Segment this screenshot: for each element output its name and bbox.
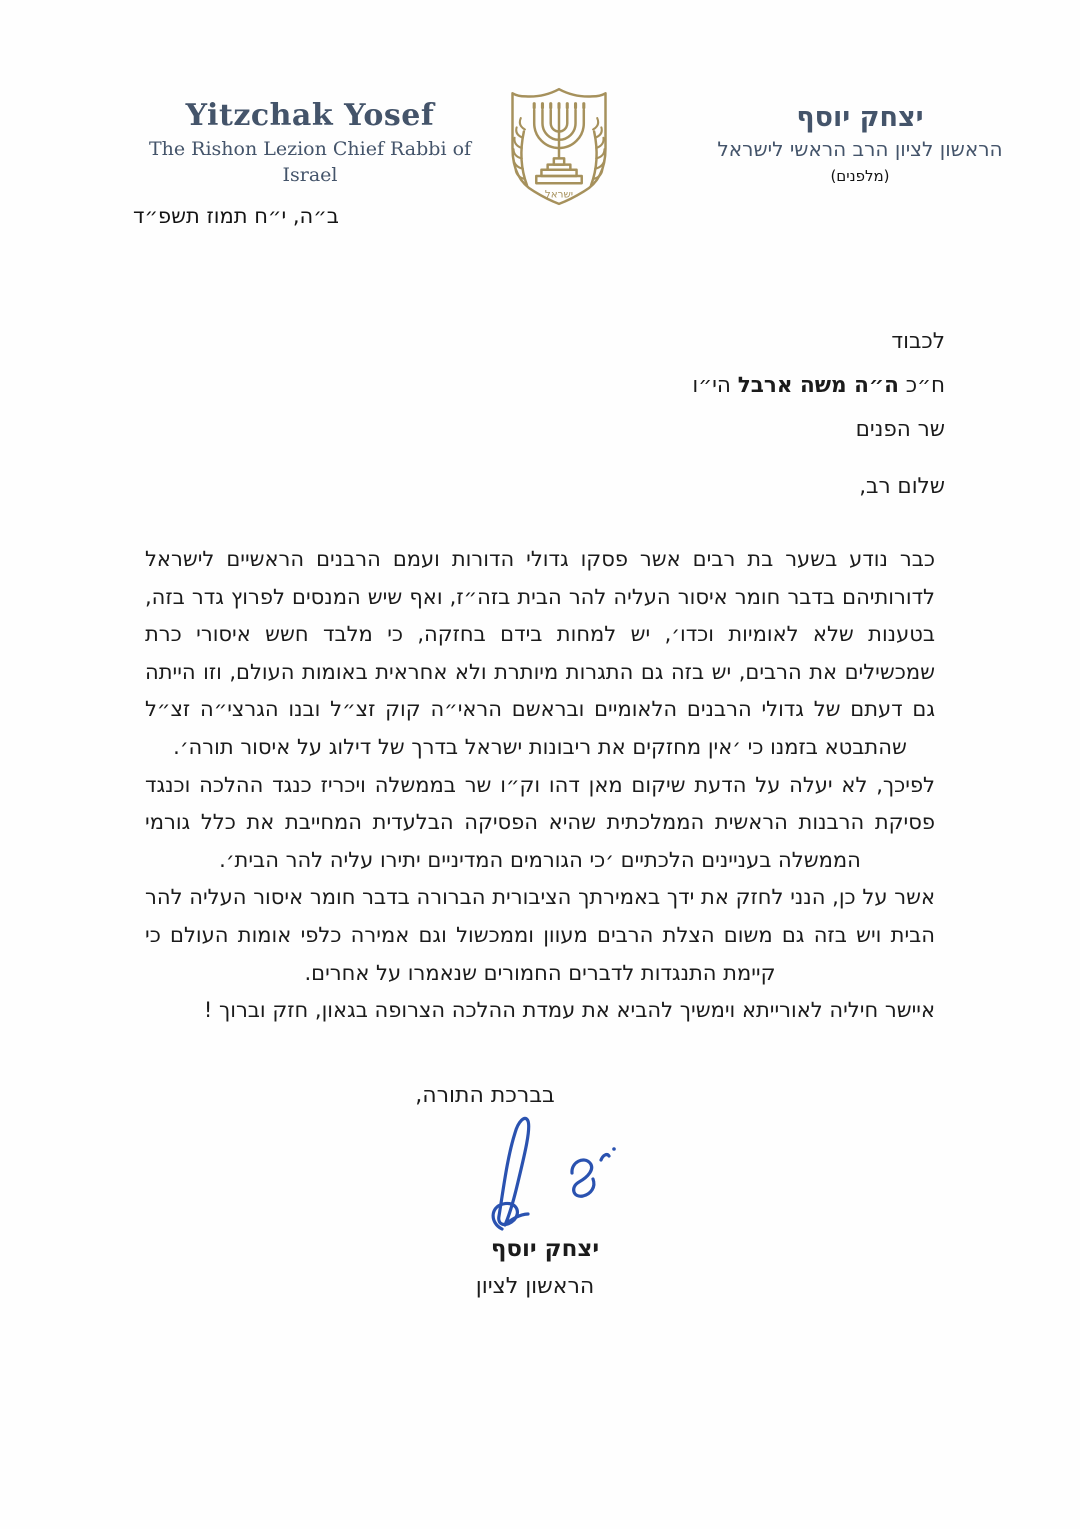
body-paragraph-4: איישר חיליה לאורייתא וימשיך להביא את עמדת ההלכה הצרופה בגאון, חזק וברוך ! — [203, 998, 935, 1023]
body-paragraph-3: אשר על כן, הנני לחזק את ידך באמירתך הציבורית הברורה בדבר חומר איסור העליה להר הבית ויש בזה גם משום הצלת הרבים מעוון וממכשול וגם אמירה כלפי אומות העולם כי קיימת התנגדות לדברים החמורים שנאמרו על אחרים. — [145, 885, 935, 985]
rabbi-name-english: Yitzchak Yosef — [185, 98, 435, 133]
signature-flick-stroke — [601, 1155, 609, 1160]
recipient-name-prefix: ח״כ — [898, 373, 945, 398]
recipient-name-suffix: הי״ו — [692, 373, 738, 398]
valediction: בברכת התורה, — [415, 1083, 555, 1108]
signer-name: יצחק יוסף — [490, 1236, 600, 1262]
greeting: שלום רב, — [859, 474, 945, 499]
body-paragraph-1: כבר נודע בשער בת רבים אשר פסקו גדולי הדורות ועמם הרבנים הראשיים לישראל לדורותיהם בדבר חומר איסור העליה להר הבית בזה״ז, ואף שיש המנסים לפרוץ גדר בזה, בטענות שלא לאומיות וכדו׳, יש למחות בידם בחזקה, כי מלבד חשש איסורי כרת שמכשילים את הרבים, יש בזה גם התגרות מיותרת ולא אחראית באומות העולם, וזו הייתה גם דעתם של גדולי הרבנים הלאומיים ובראשם הראי״ה קוק זצ״ל ובנו הגרצי״ה זצ״ל שהתבטא בזמנו כי ׳אין מחזקים את ריבונות ישראל בדרך של דילוג על איסור תורה׳. — [145, 547, 935, 759]
rabbi-name-hebrew: יצחק יוסף — [796, 102, 924, 133]
rabbi-title-english: The Rishon Lezion Chief Rabbi of Israel — [148, 138, 472, 186]
signature-dot — [612, 1147, 616, 1151]
recipient-name: ה״ה משה ארבל — [737, 373, 899, 398]
recipient-block — [692, 320, 945, 452]
signer-title: הראשון לציון — [475, 1274, 595, 1299]
signature-scribble-stroke — [572, 1160, 594, 1196]
recipient-salutation: לכבוד — [891, 329, 945, 354]
israel-state-emblem-icon — [500, 84, 618, 208]
hebrew-date: ב״ה, י״ח תמוז תשפ״ד — [133, 204, 339, 228]
letterhead-hebrew — [690, 102, 1030, 185]
body-paragraph-2: לפיכך, לא יעלה על הדעת שיקום מאן דהו וק״ו שר בממשלה ויכריז כנגד ההלכה וכנגד פסיקת הרבנות הראשית הממלכתית שהיא הפסיקה הבלעדית המחייבת את כלל גורמי הממשלה בעניינים הלכתיים ׳כי הגורמים המדיניים יתירו עליה להר הבית׳. — [145, 772, 935, 872]
handwritten-signature — [462, 1108, 637, 1233]
letterhead-english — [125, 98, 495, 188]
recipient-title: שר הפנים — [855, 417, 945, 442]
formerly-note: (מלפנים) — [830, 167, 890, 185]
olive-branch-right — [591, 118, 604, 185]
olive-branch-left — [514, 118, 527, 185]
emblem-caption: ישראל — [544, 188, 574, 201]
rabbi-title-hebrew: הראשון לציון הרב הראשי לישראל — [717, 137, 1003, 161]
recipient-name-line — [692, 364, 945, 408]
signature-main-stroke — [493, 1118, 529, 1229]
body-paragraphs — [145, 541, 935, 1030]
menorah-icon — [534, 104, 584, 184]
